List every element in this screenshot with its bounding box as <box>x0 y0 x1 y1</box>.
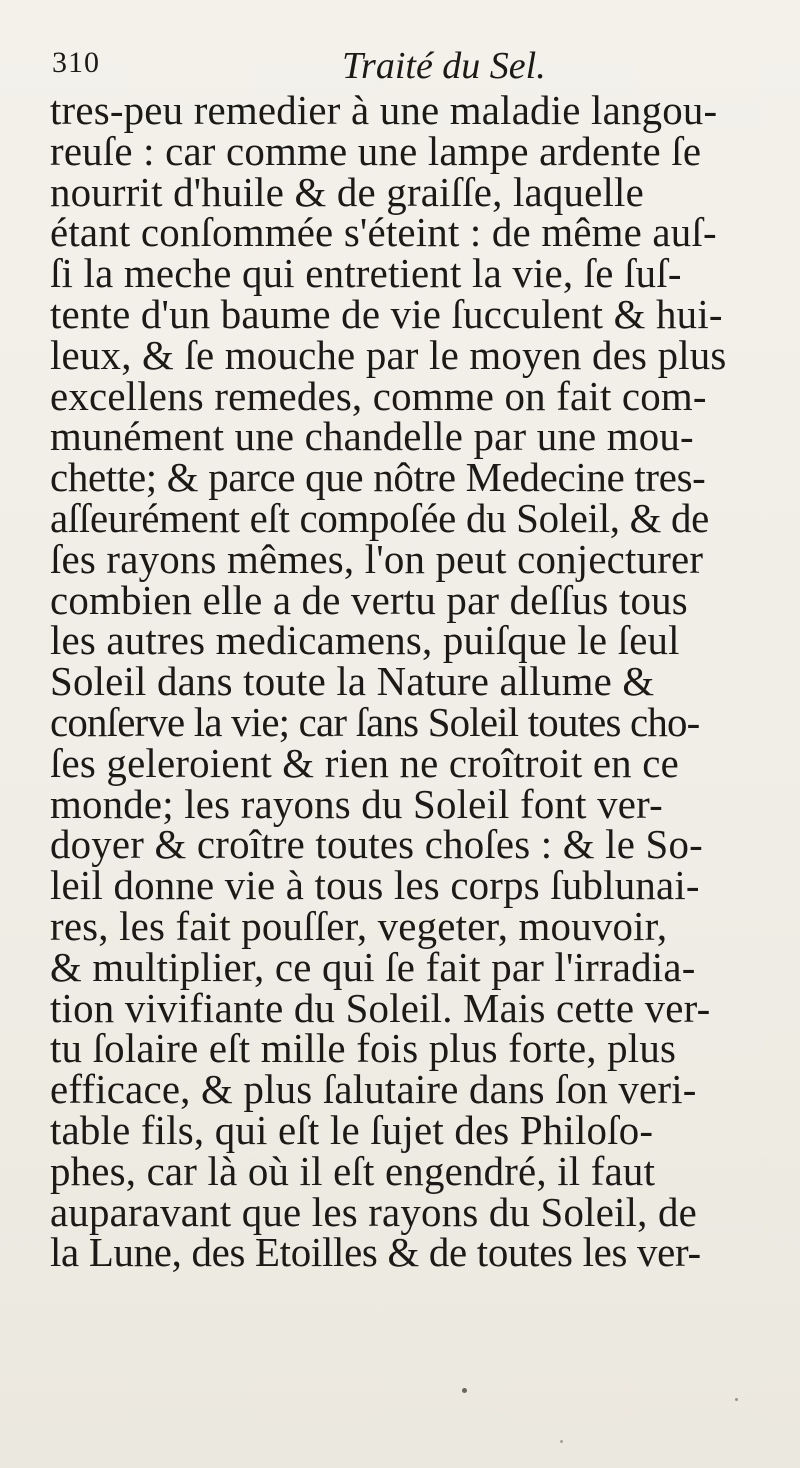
text-line: tente d'un baume de vie ſucculent & hui- <box>50 290 723 337</box>
text-line: res, les fait pouſſer, vegeter, mouvoir, <box>50 902 668 949</box>
text-line: excellens remedes, comme on fait com- <box>50 372 707 419</box>
text-line: chette; & parce que nôtre Medecine tres- <box>50 454 706 501</box>
text-line: étant conſommée s'éteint : de même auſ- <box>50 209 717 256</box>
text-line: ſi la meche qui entretient la vie, ſe ſuſ- <box>50 250 682 297</box>
text-line: phes, car là où il eſt engendré, il faut <box>50 1147 656 1194</box>
text-line: efficace, & plus ſalutaire dans ſon veri- <box>50 1066 697 1113</box>
text-line: auparavant que les rayons du Soleil, de <box>50 1188 697 1235</box>
text-line: conſerve la vie; car ſans Soleil toutes cho- <box>50 698 700 745</box>
text-line: tu ſolaire eſt mille fois plus forte, plus <box>50 1025 677 1072</box>
running-title: Traité du Sel. <box>342 45 546 87</box>
ink-speck <box>462 1388 467 1393</box>
text-line: monde; les rayons du Soleil font ver- <box>50 780 663 827</box>
text-line: reuſe : car comme une lampe ardente ſe <box>50 127 702 174</box>
text-line: tres-peu remedier à une maladie langou- <box>50 87 718 133</box>
ink-speck <box>560 1440 563 1443</box>
text-line: table fils, qui eſt le ſujet des Philoſo- <box>50 1106 654 1153</box>
text-line: ſes rayons mêmes, l'on peut conjecturer <box>50 535 704 582</box>
text-line: doyer & croître toutes choſes : & le So- <box>50 821 703 868</box>
text-line: leil donne vie à tous les corps ſublunai- <box>50 862 700 909</box>
body-text <box>50 87 770 1276</box>
text-line: Soleil dans toute la Nature allume & <box>50 658 655 705</box>
text-line: aſſeurément eſt compoſée du Soleil, & de <box>50 494 710 541</box>
ink-speck <box>735 1398 738 1401</box>
page-number: 310 <box>52 46 100 79</box>
text-line: leux, & ſe mouche par le moyen des plus <box>50 331 727 378</box>
text-line: les autres medicamens, puiſque le ſeul <box>50 617 680 664</box>
text-line: nourrit d'huile & de graiſſe, laquelle <box>50 168 644 215</box>
text-line: tion vivifiante du Soleil. Mais cette ver- <box>50 984 711 1031</box>
page-header <box>52 44 752 90</box>
text-line: la Lune, des Etoilles & de toutes les ver- <box>50 1229 701 1276</box>
text-line: ſes geleroient & rien ne croîtroit en ce <box>50 739 679 786</box>
text-line: combien elle a de vertu par deſſus tous <box>50 576 688 623</box>
text-line: munément une chandelle par une mou- <box>50 413 694 460</box>
text-line: & multiplier, ce qui ſe fait par l'irradia- <box>50 943 696 990</box>
